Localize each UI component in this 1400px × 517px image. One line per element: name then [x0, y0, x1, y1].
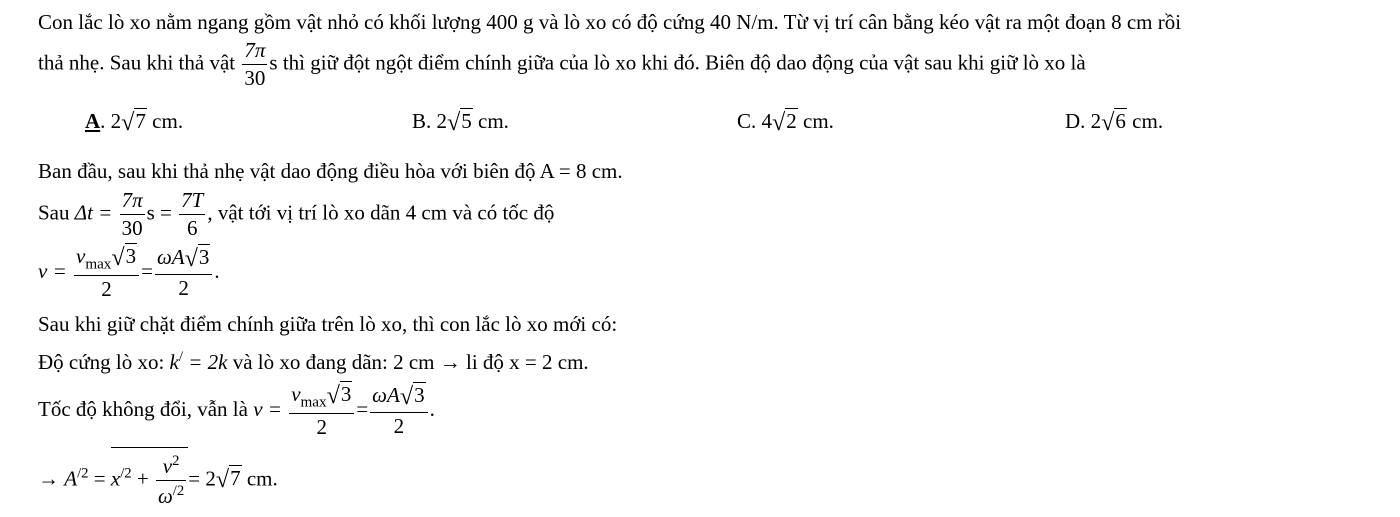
fraction-v2-w2: [156, 454, 186, 507]
option-b-unit: cm.: [478, 109, 509, 133]
x-var: x: [110, 466, 121, 491]
fraction-7pi-30: [120, 190, 145, 239]
solution-line-6: [38, 384, 435, 438]
v-equals: v =: [253, 397, 282, 422]
option-c-unit: cm.: [803, 109, 834, 133]
sqrt-sign: √2: [772, 109, 797, 136]
equals-sign: =: [93, 466, 106, 491]
equals-sign: =: [356, 397, 369, 422]
solution-line-3: [38, 246, 220, 300]
solution-text-2a: Sau: [38, 200, 70, 225]
option-a-letter: A: [85, 109, 101, 133]
fraction-omega-a-sqrt3: [370, 385, 427, 437]
question-line-2: [38, 40, 1086, 89]
option-b-coef: 2: [436, 109, 448, 133]
sqrt-radicand-bar: [111, 447, 188, 507]
solution-text-2b: s =: [146, 200, 172, 225]
option-b-letter: B.: [412, 109, 432, 133]
solution-text-5a: Độ cứng lò xo:: [38, 350, 165, 375]
x-power: /2: [120, 465, 132, 482]
option-d-unit: cm.: [1132, 109, 1164, 133]
solution-text-2c: , vật tới vị trí lò xo dãn 4 cm và có tốc độ: [207, 200, 555, 225]
fraction-vmax-sqrt3: [74, 246, 139, 300]
omega-power: /2: [172, 483, 185, 500]
result-radicand: 7: [230, 466, 241, 491]
plus-sign: +: [136, 466, 149, 491]
radicand-3: 3: [125, 244, 137, 268]
sqrt-sign: √3: [111, 244, 137, 271]
solution-line-1: [38, 158, 623, 184]
option-d-letter: D.: [1065, 109, 1086, 133]
fraction-denominator: 2: [393, 414, 405, 439]
option-d-coef: 2: [1090, 109, 1102, 133]
fraction-numerator: [74, 246, 139, 276]
option-a-radicand: 7: [135, 109, 146, 133]
option-c-radicand: 2: [786, 109, 797, 133]
fraction-denominator: 2: [178, 276, 189, 301]
arrow-icon: →: [38, 466, 59, 491]
prime-mark: /: [178, 349, 183, 365]
period: .: [214, 259, 220, 284]
question-line-1: [38, 9, 1181, 35]
omega-a: ωA: [372, 383, 400, 408]
result-equals: = 2: [188, 466, 216, 491]
fraction-numerator: [155, 247, 212, 275]
vmax-sub: max: [300, 394, 327, 411]
fraction-numerator: 7π: [242, 40, 267, 65]
sqrt-sign: √3: [399, 383, 425, 411]
fraction-numerator: 7π: [120, 190, 145, 215]
fraction-vmax-sqrt3: [289, 384, 354, 438]
question-fraction: [242, 40, 267, 89]
radicand-3: 3: [414, 383, 425, 408]
omega-a: ωA: [156, 245, 185, 270]
solution-text-5b: và lò xo đang dãn: 2 cm → li độ x = 2 cm.: [232, 350, 589, 375]
question-text-1: Con lắc lò xo nằm ngang gồm vật nhỏ có khối lượng 400 g và lò xo có độ cứng 40 N/m. Từ vị trí cân bằng kéo vật ra một đoạn 8 cm rồi: [38, 10, 1182, 34]
solution-line-7: [38, 447, 278, 507]
vmax-sub: max: [85, 256, 112, 273]
fraction-numerator: [289, 384, 354, 414]
option-a[interactable]: [85, 108, 183, 136]
option-c[interactable]: [737, 108, 834, 136]
fraction-denominator: 30: [244, 66, 266, 90]
v-power: 2: [172, 453, 180, 469]
option-d[interactable]: [1065, 108, 1163, 136]
sqrt-sign: √7: [121, 109, 146, 136]
fraction-denominator: 2: [101, 277, 112, 302]
sqrt-sign: √3: [184, 245, 210, 273]
fraction-numerator: [370, 385, 427, 413]
fraction-7t-6: [179, 190, 205, 239]
solution-text-6a: Tốc độ không đổi, vẫn là: [38, 397, 248, 422]
option-a-dot: .: [100, 109, 106, 133]
fraction-denominator: 30: [121, 216, 143, 240]
sqrt-sign: √7: [215, 466, 241, 494]
delta-t: Δt =: [74, 200, 113, 225]
a-var: A: [64, 466, 78, 491]
option-b-radicand: 5: [461, 109, 472, 133]
option-c-letter: C.: [737, 109, 757, 133]
option-a-coef: 2: [110, 109, 122, 133]
sqrt-sign: √5: [447, 109, 472, 136]
omega-var: ω: [157, 484, 173, 509]
solution-text-4: Sau khi giữ chặt điểm chính giữa trên lò xo, thì con lắc lò xo mới có:: [38, 312, 618, 336]
question-text-2a: thả nhẹ. Sau khi thả vật: [38, 50, 236, 75]
question-text-2b: s thì giữ đột ngột điểm chính giữa của lò xo khi đó. Biên độ dao động của vật sau khi giữ lò xo là: [269, 50, 1086, 75]
fraction-denominator: 6: [186, 216, 198, 240]
v-equals: v =: [38, 259, 67, 284]
option-d-radicand: 6: [1115, 109, 1126, 133]
fraction-denominator: [156, 481, 186, 507]
solution-line-4: [38, 311, 617, 337]
result-unit: cm.: [246, 466, 278, 491]
solution-line-5: [38, 344, 589, 375]
v-var: v: [162, 454, 173, 479]
solution-text-1: Ban đầu, sau khi thả nhẹ vật dao động điều hòa với biên độ A = 8 cm.: [38, 159, 623, 183]
radicand-3: 3: [198, 245, 210, 270]
equals-sign: =: [141, 259, 153, 284]
fraction-denominator: 2: [316, 415, 328, 440]
fraction-omega-a-sqrt3: [155, 247, 212, 299]
vmax-v: v: [291, 382, 301, 406]
equals-2k: = 2k: [188, 350, 228, 375]
option-c-coef: 4: [761, 109, 773, 133]
a-power: /2: [77, 465, 89, 482]
fraction-numerator: 7T: [179, 190, 205, 215]
radicand-3: 3: [340, 382, 352, 406]
sqrt-sign: √6: [1101, 109, 1126, 136]
period: .: [429, 397, 435, 422]
solution-line-2: [38, 190, 554, 239]
k-prime: k: [169, 350, 179, 375]
fraction-numerator: [156, 454, 186, 481]
vmax-v: v: [76, 244, 86, 268]
sqrt-sign: √3: [326, 382, 352, 409]
option-b[interactable]: [412, 108, 509, 136]
option-a-unit: cm.: [152, 109, 184, 133]
